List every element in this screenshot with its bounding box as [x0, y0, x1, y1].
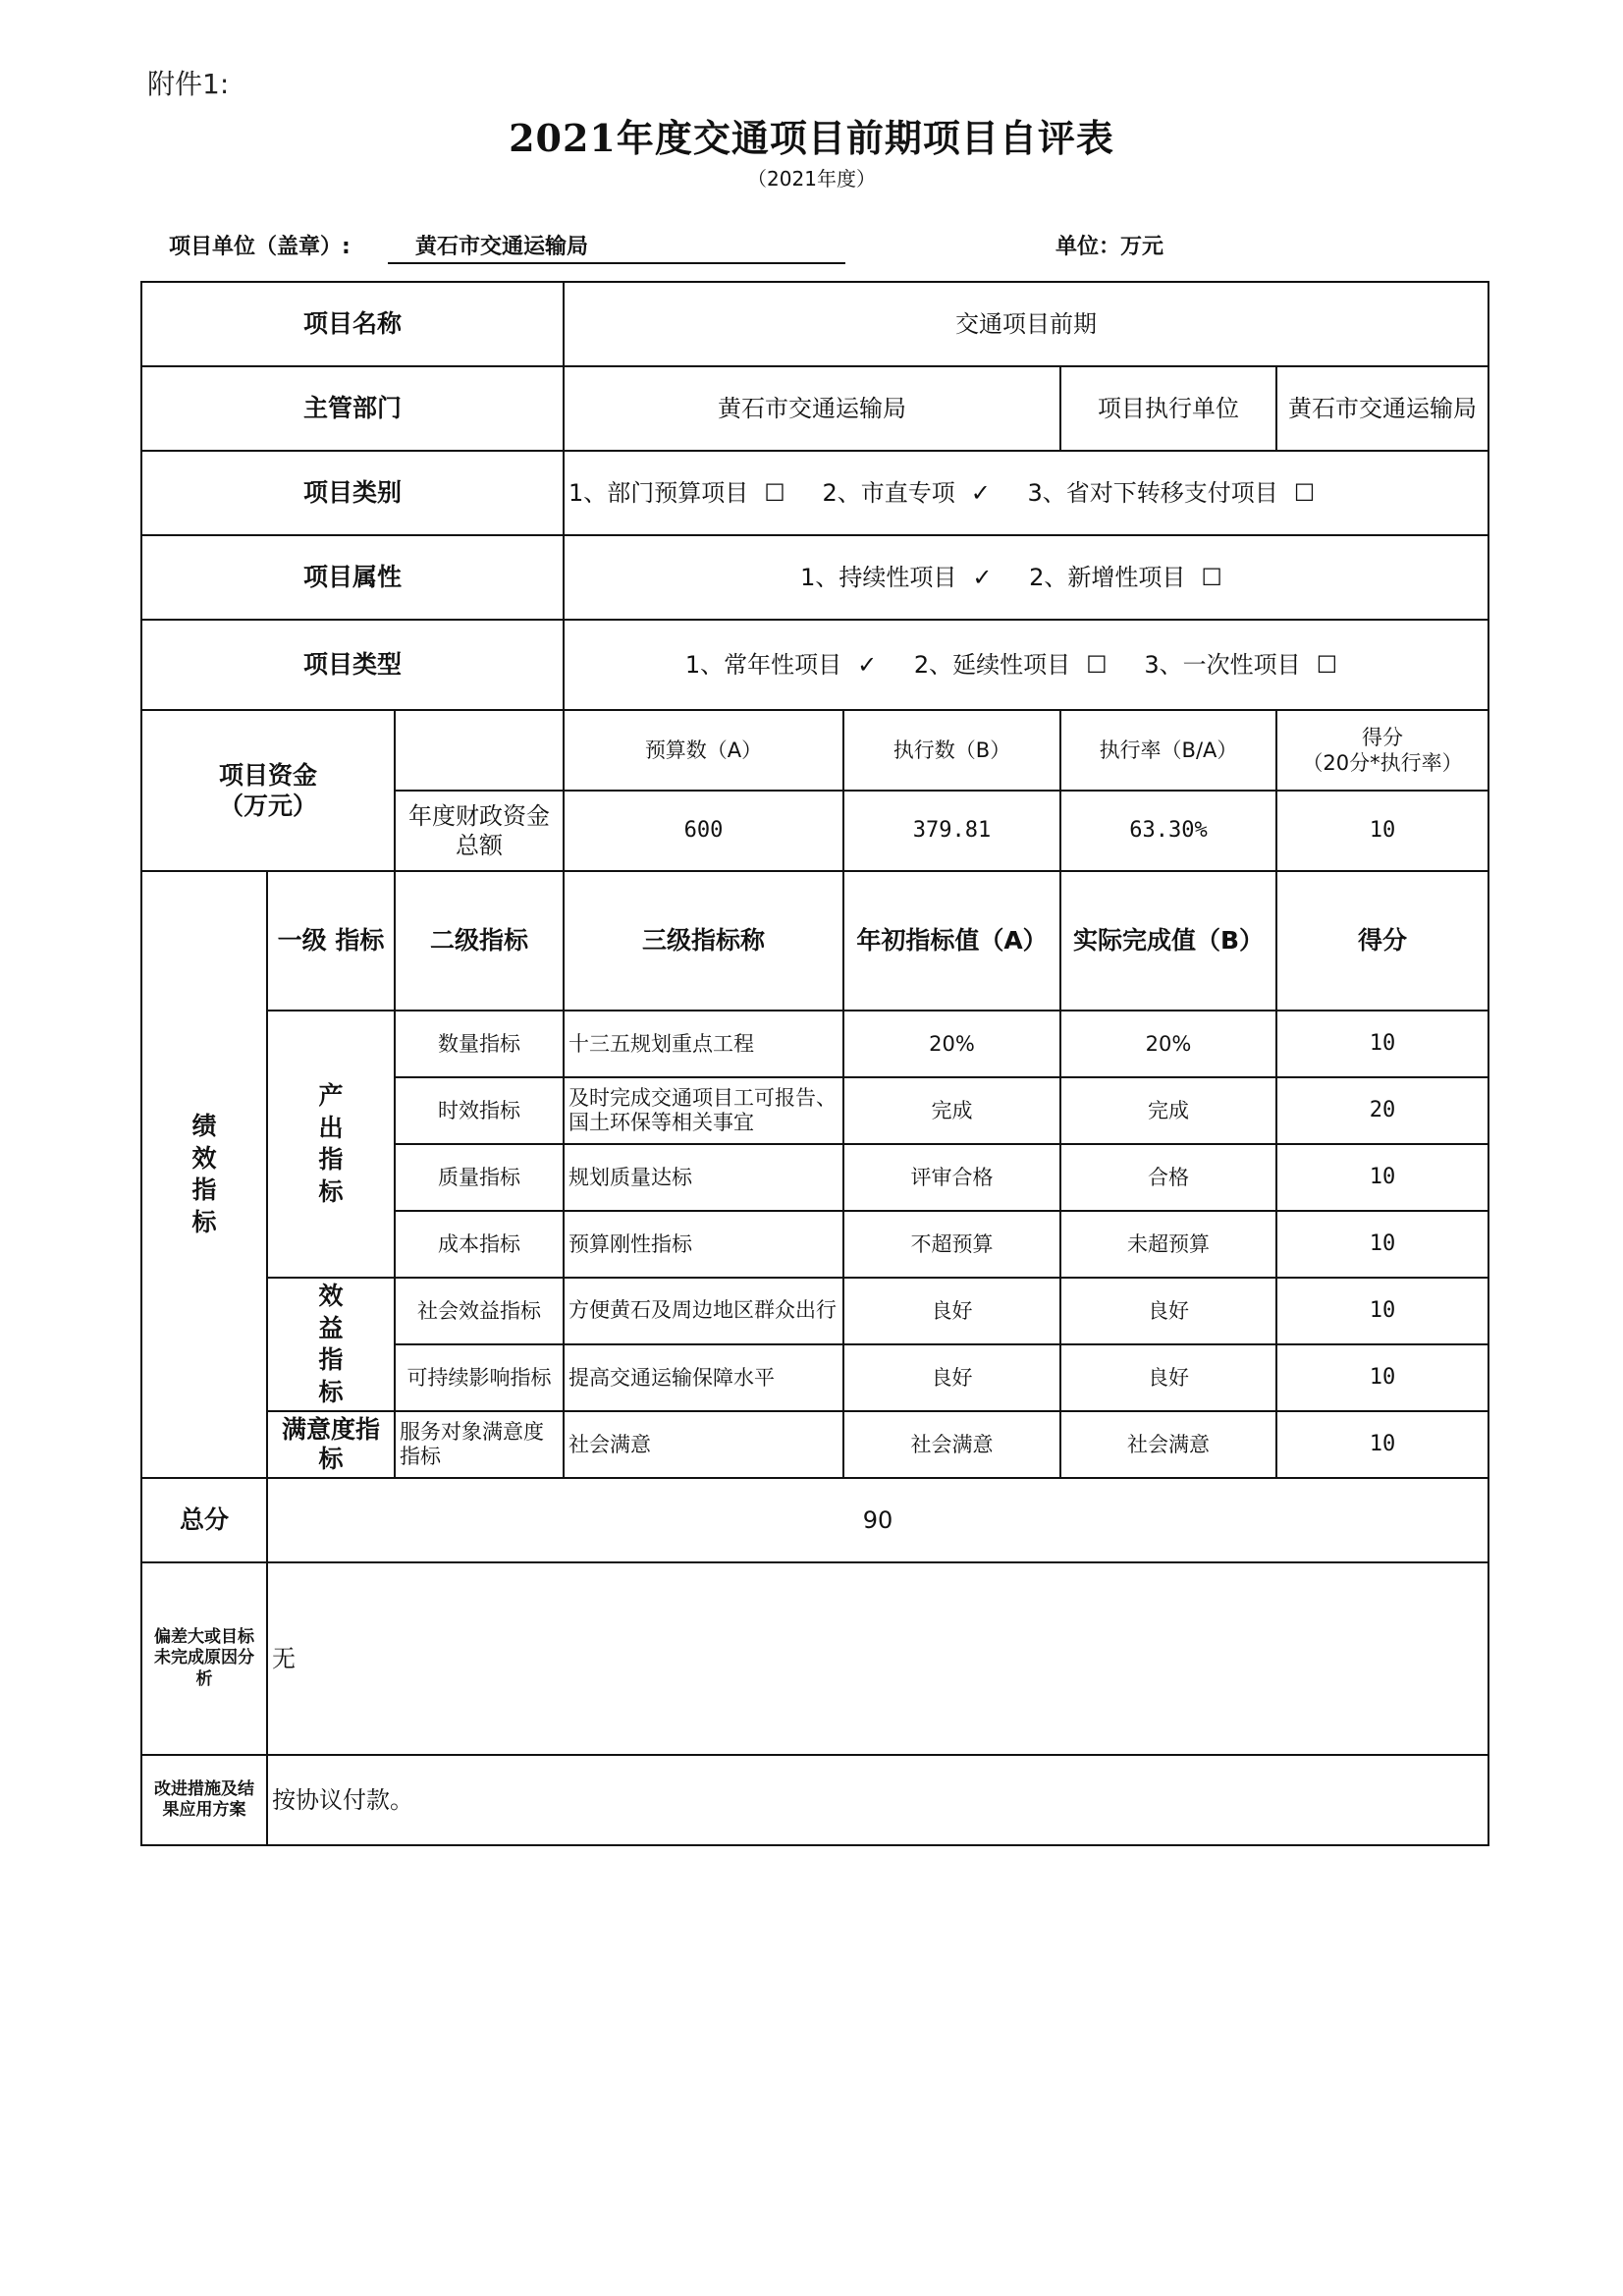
funds-row-label: 年度财政资金总额	[395, 791, 564, 871]
row-target: 评审合格	[843, 1144, 1060, 1211]
row-score: 10	[1276, 1278, 1488, 1344]
row-target: 不超预算	[843, 1211, 1060, 1278]
project-unit-value: 黄石市交通运输局	[388, 230, 845, 264]
self-evaluation-table	[140, 281, 1489, 1846]
funds-score-header: 得分 （20分*执行率）	[1276, 710, 1488, 791]
project-unit-label: 项目单位（盖章）:	[169, 235, 351, 259]
type-option-3: 3、一次性项目 ☐	[1144, 651, 1338, 679]
row-l3: 及时完成交通项目工可报告、国土环保等相关事宜	[564, 1077, 843, 1144]
checkbox-empty-icon: ☐	[764, 479, 785, 507]
rate-header: 执行率（B/A）	[1060, 710, 1276, 791]
row-l3: 社会满意	[564, 1411, 843, 1478]
exec-unit-label: 项目执行单位	[1060, 366, 1276, 451]
page-title: 2021年度交通项目前期项目自评表	[509, 116, 1114, 160]
category-options	[564, 451, 1488, 535]
row-target: 20%	[843, 1011, 1060, 1077]
perf-label: 绩效指标	[141, 871, 267, 1478]
checkmark-icon: ✓	[972, 564, 993, 591]
perf-header-actual: 实际完成值（B）	[1060, 871, 1276, 1011]
row-score: 10	[1276, 1411, 1488, 1478]
row-score: 10	[1276, 1144, 1488, 1211]
funds-blank-cell	[395, 710, 564, 791]
attribute-label: 项目属性	[141, 535, 564, 620]
row-actual: 未超预算	[1060, 1211, 1276, 1278]
type-label: 项目类型	[141, 620, 564, 710]
row-actual: 社会满意	[1060, 1411, 1276, 1478]
row-target: 良好	[843, 1344, 1060, 1411]
executed-header: 执行数（B）	[843, 710, 1060, 791]
budget-value: 600	[564, 791, 843, 871]
row-l3: 规划质量达标	[564, 1144, 843, 1211]
row-l2: 成本指标	[395, 1211, 564, 1278]
type-options	[564, 620, 1488, 710]
dept-value: 黄石市交通运输局	[564, 366, 1060, 451]
total-label: 总分	[141, 1478, 267, 1562]
attribute-options	[564, 535, 1488, 620]
checkmark-icon: ✓	[857, 651, 878, 679]
category-label: 项目类别	[141, 451, 564, 535]
exec-unit-value: 黄石市交通运输局	[1276, 366, 1488, 451]
checkbox-empty-icon: ☐	[1086, 651, 1108, 679]
deviation-value: 无	[267, 1562, 1488, 1755]
row-l3: 预算刚性指标	[564, 1211, 843, 1278]
row-target: 社会满意	[843, 1411, 1060, 1478]
row-target: 良好	[843, 1278, 1060, 1344]
group-satisfaction: 满意度指标	[267, 1411, 395, 1478]
dept-label: 主管部门	[141, 366, 564, 451]
checkbox-empty-icon: ☐	[1201, 564, 1222, 591]
row-score: 20	[1276, 1077, 1488, 1144]
row-target: 完成	[843, 1077, 1060, 1144]
executed-value: 379.81	[843, 791, 1060, 871]
row-l2: 服务对象满意度指标	[395, 1411, 564, 1478]
attribute-option-2: 2、新增性项目 ☐	[1029, 564, 1222, 591]
attachment-label: 附件1:	[147, 68, 230, 100]
type-option-1: 1、常年性项目 ✓	[684, 651, 878, 679]
row-score: 10	[1276, 1211, 1488, 1278]
row-l2: 时效指标	[395, 1077, 564, 1144]
checkbox-empty-icon: ☐	[1316, 651, 1338, 679]
row-actual: 良好	[1060, 1344, 1276, 1411]
funds-label: 项目资金 （万元）	[141, 710, 395, 871]
row-actual: 20%	[1060, 1011, 1276, 1077]
perf-header-l2: 二级指标	[395, 871, 564, 1011]
perf-header-l3: 三级指标称	[564, 871, 843, 1011]
row-l2: 数量指标	[395, 1011, 564, 1077]
perf-header-score: 得分	[1276, 871, 1488, 1011]
attribute-option-1: 1、持续性项目 ✓	[800, 564, 993, 591]
row-actual: 完成	[1060, 1077, 1276, 1144]
row-score: 10	[1276, 1344, 1488, 1411]
category-option-3: 3、省对下转移支付项目 ☐	[1027, 479, 1316, 507]
category-option-1: 1、部门预算项目 ☐	[568, 479, 785, 507]
checkmark-icon: ✓	[970, 479, 991, 507]
project-name-label: 项目名称	[141, 282, 564, 366]
page-subtitle: （2021年度）	[747, 167, 876, 191]
currency-unit: 单位：万元	[1055, 235, 1164, 259]
row-l3: 方便黄石及周边地区群众出行	[564, 1278, 843, 1344]
row-actual: 良好	[1060, 1278, 1276, 1344]
group-output: 产出指标	[267, 1011, 395, 1278]
funds-score-value: 10	[1276, 791, 1488, 871]
row-score: 10	[1276, 1011, 1488, 1077]
checkbox-empty-icon: ☐	[1293, 479, 1316, 507]
perf-header-l1: 一级 指标	[267, 871, 395, 1011]
category-option-2: 2、市直专项 ✓	[822, 479, 991, 507]
improve-value: 按协议付款。	[267, 1755, 1488, 1845]
budget-header: 预算数（A）	[564, 710, 843, 791]
row-actual: 合格	[1060, 1144, 1276, 1211]
row-l3: 十三五规划重点工程	[564, 1011, 843, 1077]
total-value: 90	[267, 1478, 1488, 1562]
perf-header-target: 年初指标值（A）	[843, 871, 1060, 1011]
row-l2: 质量指标	[395, 1144, 564, 1211]
rate-value: 63.30%	[1060, 791, 1276, 871]
project-name-value: 交通项目前期	[564, 282, 1488, 366]
row-l3: 提高交通运输保障水平	[564, 1344, 843, 1411]
improve-label: 改进措施及结果应用方案	[141, 1755, 267, 1845]
deviation-label: 偏差大或目标未完成原因分析	[141, 1562, 267, 1755]
type-option-2: 2、延续性项目 ☐	[913, 651, 1108, 679]
row-l2: 社会效益指标	[395, 1278, 564, 1344]
group-benefit: 效益指标	[267, 1278, 395, 1411]
row-l2: 可持续影响指标	[395, 1344, 564, 1411]
